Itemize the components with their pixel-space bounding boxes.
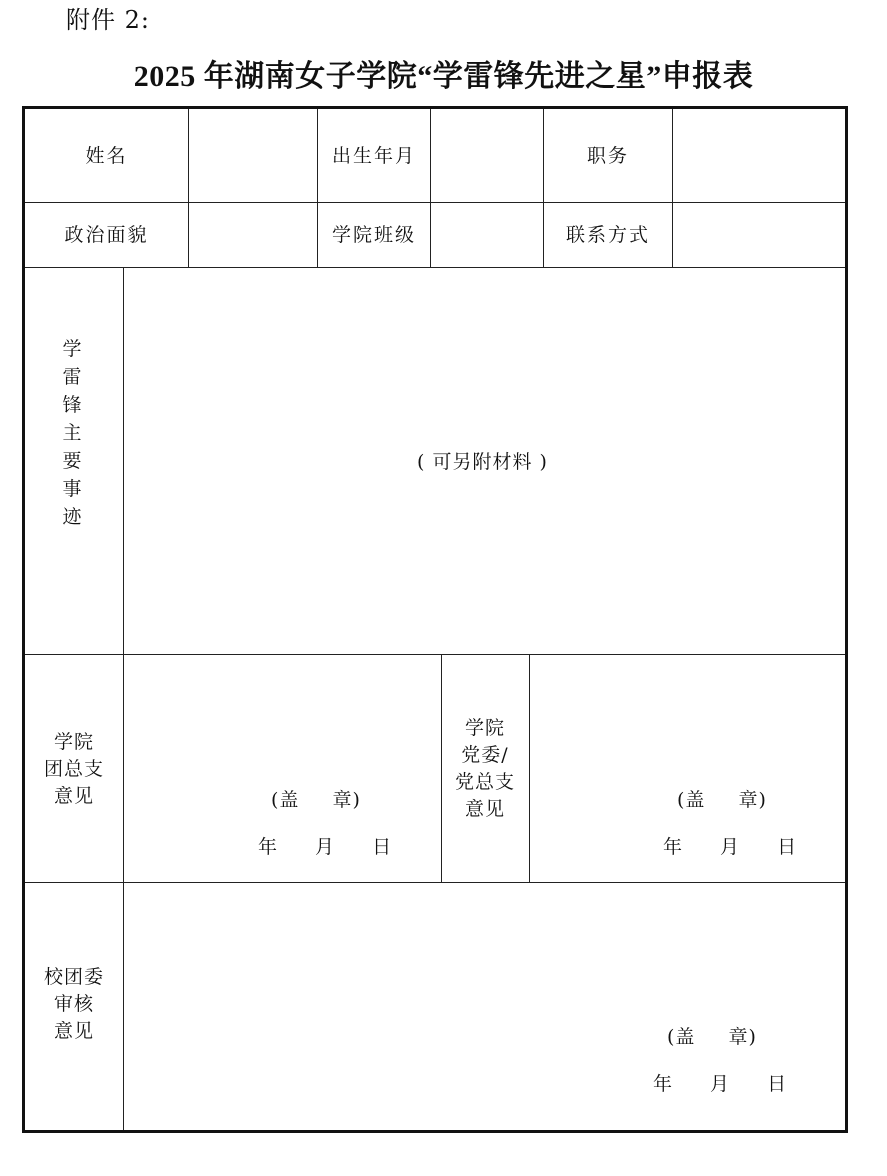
- party-opinion-label-line3: 党总支: [454, 771, 515, 793]
- college-class-label: 学院班级: [331, 224, 416, 246]
- league-date: 年 月 日: [258, 836, 393, 858]
- school-review-label-line2: 审核: [53, 993, 94, 1015]
- contact-field[interactable]: [673, 203, 845, 267]
- birth-field[interactable]: [431, 109, 543, 202]
- league-seal: (盖 章): [271, 789, 361, 811]
- opinion-divider-a: [441, 654, 442, 882]
- party-opinion-label-line4: 意见: [464, 798, 505, 820]
- school-review-label: [31, 964, 117, 1045]
- birth-label: 出生年月: [331, 144, 416, 167]
- league-opinion-label-line3: 意见: [53, 785, 94, 807]
- school-seal: (盖 章): [667, 1026, 757, 1048]
- party-opinion-label-line2: 党委/: [461, 744, 509, 766]
- party-date: 年 月 日: [663, 836, 798, 858]
- application-form-table: [22, 106, 848, 1133]
- college-class-field[interactable]: [431, 203, 543, 267]
- name-field[interactable]: [189, 109, 317, 202]
- school-date: 年 月 日: [653, 1073, 788, 1095]
- political-status-field[interactable]: [189, 203, 317, 267]
- party-opinion-label: [445, 715, 525, 823]
- contact-label: 联系方式: [565, 224, 650, 246]
- political-status-label: 政治面貌: [64, 224, 149, 246]
- row-divider-3: [25, 654, 845, 655]
- deeds-note: ( 可另附材料 ): [417, 451, 548, 473]
- league-opinion-label: [33, 729, 115, 810]
- position-field[interactable]: [673, 109, 845, 202]
- deeds-field[interactable]: [124, 268, 845, 654]
- page-title: 2025 年湖南女子学院“学雷锋先进之星”申报表: [133, 60, 754, 93]
- opinion-divider-b: [529, 654, 530, 882]
- league-opinion-label-line2: 团总支: [43, 758, 104, 780]
- school-review-label-line1: 校团委: [43, 966, 104, 988]
- row-divider-4: [25, 882, 845, 883]
- deeds-label: 学雷锋主要事迹: [62, 338, 82, 528]
- school-review-label-line3: 意见: [53, 1020, 94, 1042]
- name-label: 姓名: [85, 144, 128, 167]
- party-opinion-label-line1: 学院: [464, 717, 505, 739]
- league-opinion-label-line1: 学院: [53, 731, 94, 753]
- attachment-label: 附件 2:: [66, 6, 150, 34]
- party-seal: (盖 章): [677, 789, 767, 811]
- position-label: 职务: [586, 144, 629, 167]
